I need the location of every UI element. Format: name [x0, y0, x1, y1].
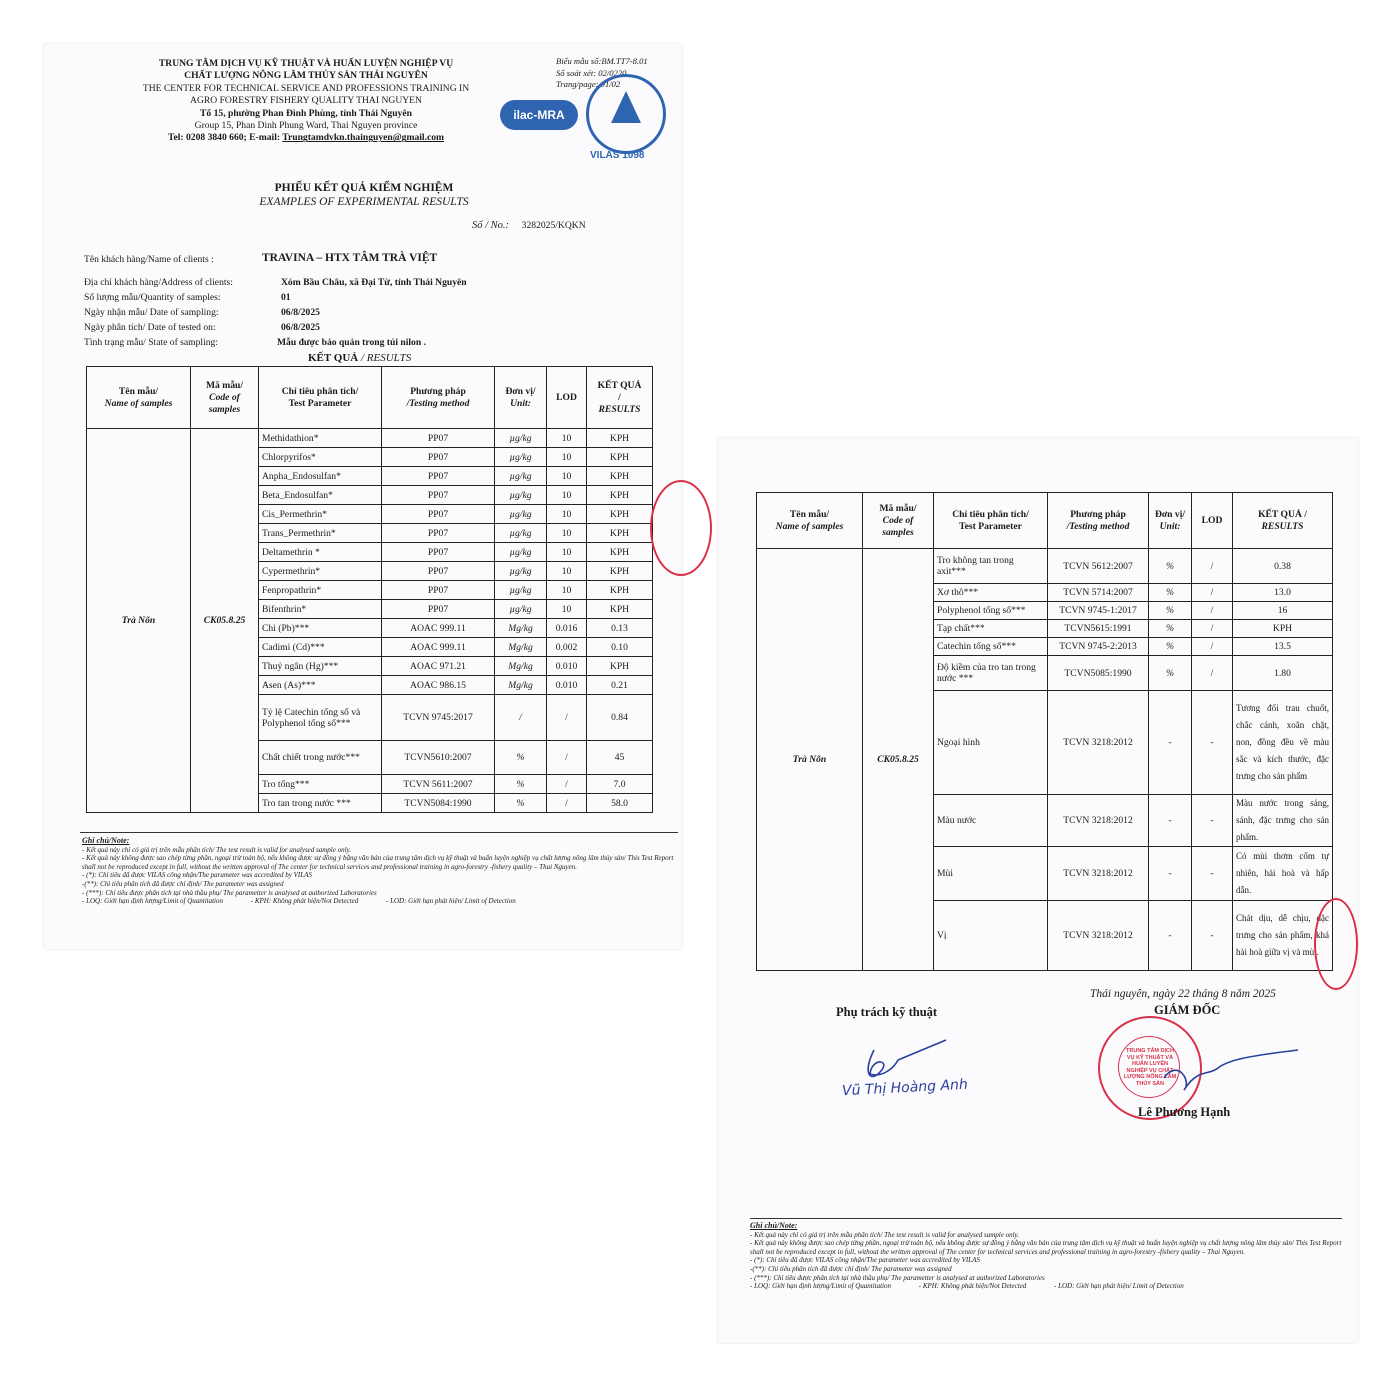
method-cell: TCVN5610:2007: [382, 741, 495, 775]
unit-cell: -: [1149, 901, 1192, 971]
parameter-cell: Cadimi (Cd)***: [259, 638, 382, 657]
date-sampling-row: [84, 307, 320, 318]
technical-lead-title: Phụ trách kỹ thuật: [836, 1005, 938, 1019]
director-title: GIÁM ĐỐC: [1154, 1003, 1221, 1017]
lod-cell: 10: [547, 505, 587, 524]
method-cell: TCVN 3218:2012: [1048, 795, 1149, 847]
col2-result: [1233, 493, 1333, 549]
result-cell: KPH: [587, 505, 653, 524]
col2-unit-en: Unit:: [1159, 520, 1181, 532]
unit-cell: Mg/kg: [495, 638, 547, 657]
result-cell: 1.80: [1233, 656, 1333, 691]
col2-result-vi: KẾT QUẢ /: [1258, 508, 1307, 520]
unit-cell: %: [495, 741, 547, 775]
parameter-cell: Catechin tổng số***: [934, 638, 1048, 656]
result-cell: 0.84: [587, 695, 653, 741]
lod-cell: 10: [547, 581, 587, 600]
col2-result-en: RESULTS: [1261, 520, 1304, 532]
result-cell: 0.21: [587, 676, 653, 695]
technical-lead-name: Vũ Thị Hoàng Anh: [841, 1076, 969, 1100]
col2-parameter: [934, 493, 1048, 549]
unit-cell: %: [495, 794, 547, 813]
note2-7: - KPH: Không phát hiện/Not Detected: [918, 1282, 1027, 1291]
notes-divider: [80, 832, 678, 833]
parameter-cell: Vị: [934, 901, 1048, 971]
client-address-label: Địa chỉ khách hàng/Address of clients:: [84, 277, 233, 288]
col2-parameter-en: Test Parameter: [959, 520, 1022, 532]
method-cell: TCVN 5612:2007: [1048, 549, 1149, 584]
col2-method-en: /Testing method: [1066, 520, 1130, 532]
notes-heading: Ghi chú/Note:: [82, 836, 130, 845]
ilac-mra-logo: ilac-MRA: [500, 100, 578, 130]
col2-lod: LOD: [1192, 493, 1233, 549]
result-cell: 16: [1233, 602, 1333, 620]
unit-cell: -: [1149, 795, 1192, 847]
result-cell: KPH: [587, 486, 653, 505]
lod-cell: 10: [547, 524, 587, 543]
parameter-cell: Asen (As)***: [259, 676, 382, 695]
method-cell: PP07: [382, 429, 495, 448]
note2-2: - Kết quả này không được sao chép từng phần, ngoại trừ toàn bộ, nếu không được sự đồng ý bằng văn bản của trung tâm dịch vụ kỹ thuật và huấn luyện nghiệp vụ chất lượng nông lâm thủy sản/ This Test Report shall not be reproduced except in full, without the written approval of The center for technical services and professional training in agro-forestry -fishery quality – Thai Nguyen.: [750, 1239, 1342, 1256]
unit-cell: -: [1149, 847, 1192, 901]
col-parameter-en: Test Parameter: [288, 397, 352, 409]
header-line-4: AGRO FORESTRY FISHERY QUALITY THAI NGUYEN: [190, 95, 422, 107]
lod-cell: 0.010: [547, 676, 587, 695]
sample-code-cell: CK05.8.25: [863, 549, 934, 971]
report-page-1: [44, 44, 682, 949]
method-cell: TCVN 3218:2012: [1048, 691, 1149, 795]
col-sample-name: [87, 367, 191, 429]
method-cell: TCVN 3218:2012: [1048, 901, 1149, 971]
col-sample-name-vi: Tên mẫu/: [118, 385, 159, 397]
result-cell: KPH: [587, 562, 653, 581]
result-cell: KPH: [587, 524, 653, 543]
method-cell: TCVN5615:1991: [1048, 620, 1149, 638]
notes-heading-2: Ghi chú/Note:: [750, 1221, 798, 1230]
header-phone: Tel: 0208 3840 660; E-mail:: [167, 132, 281, 144]
col-result-en: RESULTS: [598, 403, 641, 415]
result-cell: Chát dịu, dễ chịu, đặc trưng cho sản phẩm, khá hài hoà giữa vị và mùi.: [1233, 901, 1333, 971]
result-cell: 0.10: [587, 638, 653, 657]
col-parameter: [259, 367, 382, 429]
lod-cell: /: [1192, 620, 1233, 638]
parameter-cell: Chlorpyrifos*: [259, 448, 382, 467]
center-header: [116, 58, 496, 145]
method-cell: TCVN 5611:2007: [382, 775, 495, 794]
date-tested-value: 06/8/2025: [281, 322, 320, 333]
col2-sample-name-vi: Tên mẫu/: [789, 508, 830, 520]
unit-cell: µg/kg: [495, 467, 547, 486]
client-address-row: [84, 277, 467, 288]
report-number: [472, 220, 586, 231]
lod-cell: 10: [547, 448, 587, 467]
parameter-cell: Chất chiết trong nước***: [259, 741, 382, 775]
header-line-2: CHẤT LƯỢNG NÔNG LÂM THỦY SẢN THÁI NGUYÊN: [184, 70, 428, 82]
header-line-5: Tổ 15, phường Phan Đình Phùng, tỉnh Thái Nguyên: [200, 107, 412, 119]
result-cell: KPH: [1233, 620, 1333, 638]
header-line-3: THE CENTER FOR TECHNICAL SERVICE AND PROFESSIONS TRAINING IN: [142, 82, 470, 94]
result-cell: KPH: [587, 600, 653, 619]
col-result-slash: /: [618, 391, 621, 403]
date-sampling-value: 06/8/2025: [281, 307, 320, 318]
parameter-cell: Tro tổng***: [259, 775, 382, 794]
col-sample-name-en: Name of samples: [104, 397, 173, 409]
result-cell: KPH: [587, 467, 653, 486]
client-address: Xóm Bầu Châu, xã Đại Từ, tỉnh Thái Nguyên: [281, 277, 467, 288]
parameter-cell: Độ kiềm của tro tan trong nước ***: [934, 656, 1048, 691]
method-cell: AOAC 999.11: [382, 619, 495, 638]
parameter-cell: Deltamethrin *: [259, 543, 382, 562]
col2-sample-code-vi: Mã mẫu/: [879, 502, 917, 514]
col2-unit: [1149, 493, 1192, 549]
unit-cell: µg/kg: [495, 505, 547, 524]
director-name: Lê Phương Hạnh: [1138, 1105, 1231, 1119]
parameter-cell: Chì (Pb)***: [259, 619, 382, 638]
lod-cell: -: [1192, 847, 1233, 901]
method-cell: TCVN 3218:2012: [1048, 847, 1149, 901]
result-cell: 7.0: [587, 775, 653, 794]
lod-cell: /: [1192, 602, 1233, 620]
note-5: - (***): Chỉ tiêu được phân tích tại nhà thầu phụ/ The parametter is analysed at authorized Laboratories: [82, 888, 377, 897]
table-header-row: [87, 367, 653, 429]
lod-cell: /: [547, 741, 587, 775]
result-cell: KPH: [587, 657, 653, 676]
method-cell: AOAC 971.21: [382, 657, 495, 676]
parameter-cell: Polyphenol tổng số***: [934, 602, 1048, 620]
note2-3: - (*): Chỉ tiêu đã được VILAS công nhận/The parameter was accredited by VILAS: [750, 1256, 980, 1265]
results-heading: [308, 352, 411, 364]
date-sampling-label: Ngày nhận mẫu/ Date of sampling:: [84, 307, 219, 318]
col-sample-code-en2: samples: [208, 403, 241, 415]
lod-cell: 10: [547, 467, 587, 486]
lod-cell: /: [547, 775, 587, 794]
note-4: -(**): Chỉ tiêu phân tích đã được chỉ định/ The parameter was assigned: [82, 879, 284, 888]
col-unit: [495, 367, 547, 429]
lod-cell: 0.010: [547, 657, 587, 676]
date-tested-row: [84, 322, 320, 333]
col-result-vi: KẾT QUẢ: [597, 379, 642, 391]
col2-sample-code: [863, 493, 934, 549]
unit-cell: %: [1149, 656, 1192, 691]
parameter-cell: Tro không tan trong axit***: [934, 549, 1048, 584]
unit-cell: µg/kg: [495, 581, 547, 600]
col2-sample-code-en2: samples: [882, 526, 914, 538]
lod-cell: /: [1192, 638, 1233, 656]
method-cell: PP07: [382, 467, 495, 486]
note-8: - LOD: Giới hạn phát hiện/ Limit of Detection: [386, 897, 516, 906]
lod-cell: 0.016: [547, 619, 587, 638]
unit-cell: Mg/kg: [495, 676, 547, 695]
method-cell: PP07: [382, 486, 495, 505]
note2-4: -(**): Chỉ tiêu phân tích đã được chỉ định/ The parameter was assigned: [750, 1264, 952, 1273]
lod-cell: -: [1192, 795, 1233, 847]
parameter-cell: Mùi: [934, 847, 1048, 901]
sample-name-cell: Trà Nõn: [757, 549, 863, 971]
unit-cell: /: [495, 695, 547, 741]
unit-cell: Mg/kg: [495, 657, 547, 676]
result-cell: KPH: [587, 581, 653, 600]
result-cell: 45: [587, 741, 653, 775]
lod-cell: 10: [547, 600, 587, 619]
report-number-value: 3282025/KQKN: [521, 220, 586, 231]
unit-cell: µg/kg: [495, 486, 547, 505]
unit-cell: %: [1149, 602, 1192, 620]
method-cell: PP07: [382, 543, 495, 562]
col-method: [382, 367, 495, 429]
report-number-label: Số / No.:: [472, 220, 510, 231]
method-cell: TCVN5084:1990: [382, 794, 495, 813]
revision-number: Số soát xét: 02/0220: [556, 67, 627, 78]
note2-1: - Kết quả này chỉ có giá trị trên mẫu phân tích/ The test result is valid for analysed sample only.: [750, 1230, 1020, 1239]
director-signature-icon: [1158, 1038, 1308, 1108]
col-sample-code-vi: Mã mẫu/: [205, 379, 244, 391]
sample-state-value: Mẫu được bảo quản trong túi nilon .: [277, 337, 426, 348]
notes-block-2: [750, 1222, 1346, 1291]
results-table-2: [756, 492, 1333, 971]
vilas-label: VILAS 1098: [590, 150, 645, 161]
method-cell: PP07: [382, 600, 495, 619]
note2-6: - LOQ: Giới hạn định lượng/Limit of Quantitation: [750, 1282, 891, 1291]
col2-sample-code-en1: Code of: [882, 514, 914, 526]
method-cell: AOAC 999.11: [382, 638, 495, 657]
note-3: - (*): Chỉ tiêu đã được VILAS công nhận/The parameter was accredited by VILAS: [82, 871, 312, 880]
title-vi: PHIẾU KẾT QUẢ KIỂM NGHIỆM: [274, 182, 454, 194]
unit-cell: Mg/kg: [495, 619, 547, 638]
title-en: EXAMPLES OF EXPERIMENTAL RESULTS: [259, 196, 469, 208]
col-unit-vi: Đơn vị/: [505, 385, 536, 397]
result-cell: KPH: [587, 448, 653, 467]
notes-divider-2: [750, 1218, 1342, 1219]
unit-cell: -: [1149, 691, 1192, 795]
col-parameter-vi: Chỉ tiêu phân tích/: [281, 385, 359, 397]
lod-cell: /: [1192, 549, 1233, 584]
note-2: - Kết quả này không được sao chép từng phần, ngoại trừ toàn bộ, nếu không được sự đồng ý bằng văn bản của trung tâm dịch vụ kỹ thuật và huấn luyện nghiệp vụ chất lượng nông lâm thủy sản/ This Test Report shall not be reproduced except in full, without the written approval of The center for technical services and professional training in agro-forestry -fishery quality – Thai Nguyen.: [82, 854, 674, 871]
parameter-cell: Tro tan trong nước ***: [259, 794, 382, 813]
results-heading-en: / RESULTS: [360, 352, 412, 364]
signature-date: Thái nguyên, ngày 22 tháng 8 năm 2025: [1090, 988, 1276, 1000]
date-tested-label: Ngày phân tích/ Date of tested on:: [84, 322, 216, 333]
unit-cell: %: [1149, 584, 1192, 602]
partial-stamp-page-1: [650, 480, 712, 576]
result-cell: 58.0: [587, 794, 653, 813]
parameter-cell: Cypermethrin*: [259, 562, 382, 581]
method-cell: TCVN5085:1990: [1048, 656, 1149, 691]
method-cell: PP07: [382, 448, 495, 467]
col-unit-en: Unit:: [510, 397, 531, 409]
quantity-label: Số lượng mẫu/Quantity of samples:: [84, 292, 221, 303]
parameter-cell: Tạp chất***: [934, 620, 1048, 638]
parameter-cell: Màu nước: [934, 795, 1048, 847]
quantity-row: [84, 292, 291, 303]
unit-cell: µg/kg: [495, 429, 547, 448]
client-name: TRAVINA – HTX TÂM TRÀ VIỆT: [262, 252, 438, 264]
table-header-row-2: [757, 493, 1333, 549]
method-cell: TCVN 9745-1:2017: [1048, 602, 1149, 620]
result-cell: 0.13: [587, 619, 653, 638]
col2-sample-name-en: Name of samples: [775, 520, 844, 532]
parameter-cell: Fenpropathrin*: [259, 581, 382, 600]
parameter-cell: Ngoại hình: [934, 691, 1048, 795]
sample-name-cell: Trà Nõn: [87, 429, 191, 813]
parameter-cell: Methidathion*: [259, 429, 382, 448]
official-stamp-text: TRUNG TÂM DỊCH VỤ KỸ THUẬT VÀ HUẤN LUYỆN NGHIỆP VỤ CHẤT LƯỢNG NÔNG LÂM THỦY SẢN: [1123, 1048, 1177, 1087]
sample-state-label: Tình trạng mẫu/ State of sampling:: [84, 337, 219, 348]
unit-cell: %: [1149, 620, 1192, 638]
note2-8: - LOD: Giới hạn phát hiện/ Limit of Detection: [1054, 1282, 1184, 1291]
unit-cell: %: [1149, 549, 1192, 584]
report-page-2: [718, 438, 1358, 1343]
report-title: [184, 182, 544, 208]
lod-cell: /: [1192, 584, 1233, 602]
client-name-row: [84, 252, 438, 265]
method-cell: TCVN 5714:2007: [1048, 584, 1149, 602]
partial-stamp-page-2: [1314, 898, 1358, 990]
lod-cell: /: [547, 695, 587, 741]
unit-cell: µg/kg: [495, 543, 547, 562]
col-sample-code: [191, 367, 259, 429]
table-row: [87, 429, 653, 448]
lod-cell: -: [1192, 901, 1233, 971]
unit-cell: µg/kg: [495, 600, 547, 619]
sample-code-cell: CK05.8.25: [191, 429, 259, 813]
result-cell: 0.38: [1233, 549, 1333, 584]
parameter-cell: Tỷ lệ Catechin tổng số và Polyphenol tổng số***: [259, 695, 382, 741]
table-row: [757, 549, 1333, 584]
results-table-1: [86, 366, 653, 813]
lod-cell: -: [1192, 691, 1233, 795]
notes-block-1: [82, 837, 678, 906]
parameter-cell: Beta_Endosulfan*: [259, 486, 382, 505]
lod-cell: 0.002: [547, 638, 587, 657]
result-cell: Màu nước trong sáng, sánh, đặc trưng cho sản phẩm.: [1233, 795, 1333, 847]
col2-sample-name: [757, 493, 863, 549]
method-cell: AOAC 986.15: [382, 676, 495, 695]
result-cell: Có mùi thơm cốm tự nhiên, hài hoà và hấp dẫn.: [1233, 847, 1333, 901]
col2-method: [1048, 493, 1149, 549]
lod-cell: 10: [547, 429, 587, 448]
quantity-value: 01: [281, 292, 291, 303]
result-cell: KPH: [587, 543, 653, 562]
client-name-label: Tên khách hàng/Name of clients :: [84, 254, 214, 265]
parameter-cell: Thuỷ ngân (Hg)***: [259, 657, 382, 676]
col-method-vi: Phương pháp: [410, 385, 466, 397]
unit-cell: µg/kg: [495, 562, 547, 581]
col2-parameter-vi: Chỉ tiêu phân tích/: [952, 508, 1029, 520]
lod-cell: /: [1192, 656, 1233, 691]
col-result: [587, 367, 653, 429]
col-sample-code-en1: Code of: [209, 391, 240, 403]
unit-cell: %: [495, 775, 547, 794]
page-number: Trang/page: 01/02: [556, 79, 621, 89]
note-6: - LOQ: Giới hạn định lượng/Limit of Quantitation: [82, 897, 223, 906]
form-number: Biểu mẫu số:BM.TT7-8.01: [556, 56, 648, 66]
header-email: Trungtamdvkn.thainguyen@gmail.com: [282, 132, 445, 144]
unit-cell: µg/kg: [495, 448, 547, 467]
header-line-6: Group 15, Phan Dinh Phung Ward, Thai Nguyen province: [194, 120, 418, 132]
method-cell: PP07: [382, 524, 495, 543]
unit-cell: µg/kg: [495, 524, 547, 543]
result-cell: KPH: [587, 429, 653, 448]
col-lod: LOD: [547, 367, 587, 429]
method-cell: PP07: [382, 562, 495, 581]
sample-state-row: [84, 337, 426, 348]
lod-cell: 10: [547, 543, 587, 562]
col2-method-vi: Phương pháp: [1070, 508, 1126, 520]
unit-cell: %: [1149, 638, 1192, 656]
col-method-en: /Testing method: [406, 397, 470, 409]
method-cell: PP07: [382, 505, 495, 524]
method-cell: TCVN 9745-2:2013: [1048, 638, 1149, 656]
result-cell: Tương đối trau chuốt, chắc cánh, xoăn chặt, non, đồng đều về màu sắc và kích thước, đặc trưng cho sản phẩm: [1233, 691, 1333, 795]
parameter-cell: Trans_Permethrin*: [259, 524, 382, 543]
note-7: - KPH: Không phát hiện/Not Detected: [250, 897, 359, 906]
note-1: - Kết quả này chỉ có giá trị trên mẫu phân tích/ The test result is valid for analysed sample only.: [82, 845, 352, 854]
result-cell: 13.5: [1233, 638, 1333, 656]
result-cell: 13.0: [1233, 584, 1333, 602]
method-cell: TCVN 9745:2017: [382, 695, 495, 741]
parameter-cell: Bifenthrin*: [259, 600, 382, 619]
note2-5: - (***): Chỉ tiêu được phân tích tại nhà thầu phụ/ The parametter is analysed at authorized Laboratories: [750, 1273, 1045, 1282]
technical-lead-signature-icon: [834, 1030, 994, 1120]
header-line-1: TRUNG TÂM DỊCH VỤ KỸ THUẬT VÀ HUẤN LUYỆN NGHIỆP VỤ: [158, 58, 454, 69]
parameter-cell: Anpha_Endosulfan*: [259, 467, 382, 486]
results-heading-vi: KẾT QUẢ: [308, 352, 359, 364]
lod-cell: 10: [547, 562, 587, 581]
lod-cell: /: [547, 794, 587, 813]
method-cell: PP07: [382, 581, 495, 600]
parameter-cell: Cis_Permethrin*: [259, 505, 382, 524]
lod-cell: 10: [547, 486, 587, 505]
col2-unit-vi: Đơn vị/: [1154, 508, 1186, 520]
parameter-cell: Xơ thô***: [934, 584, 1048, 602]
accreditation-seal-logo: [586, 74, 666, 154]
